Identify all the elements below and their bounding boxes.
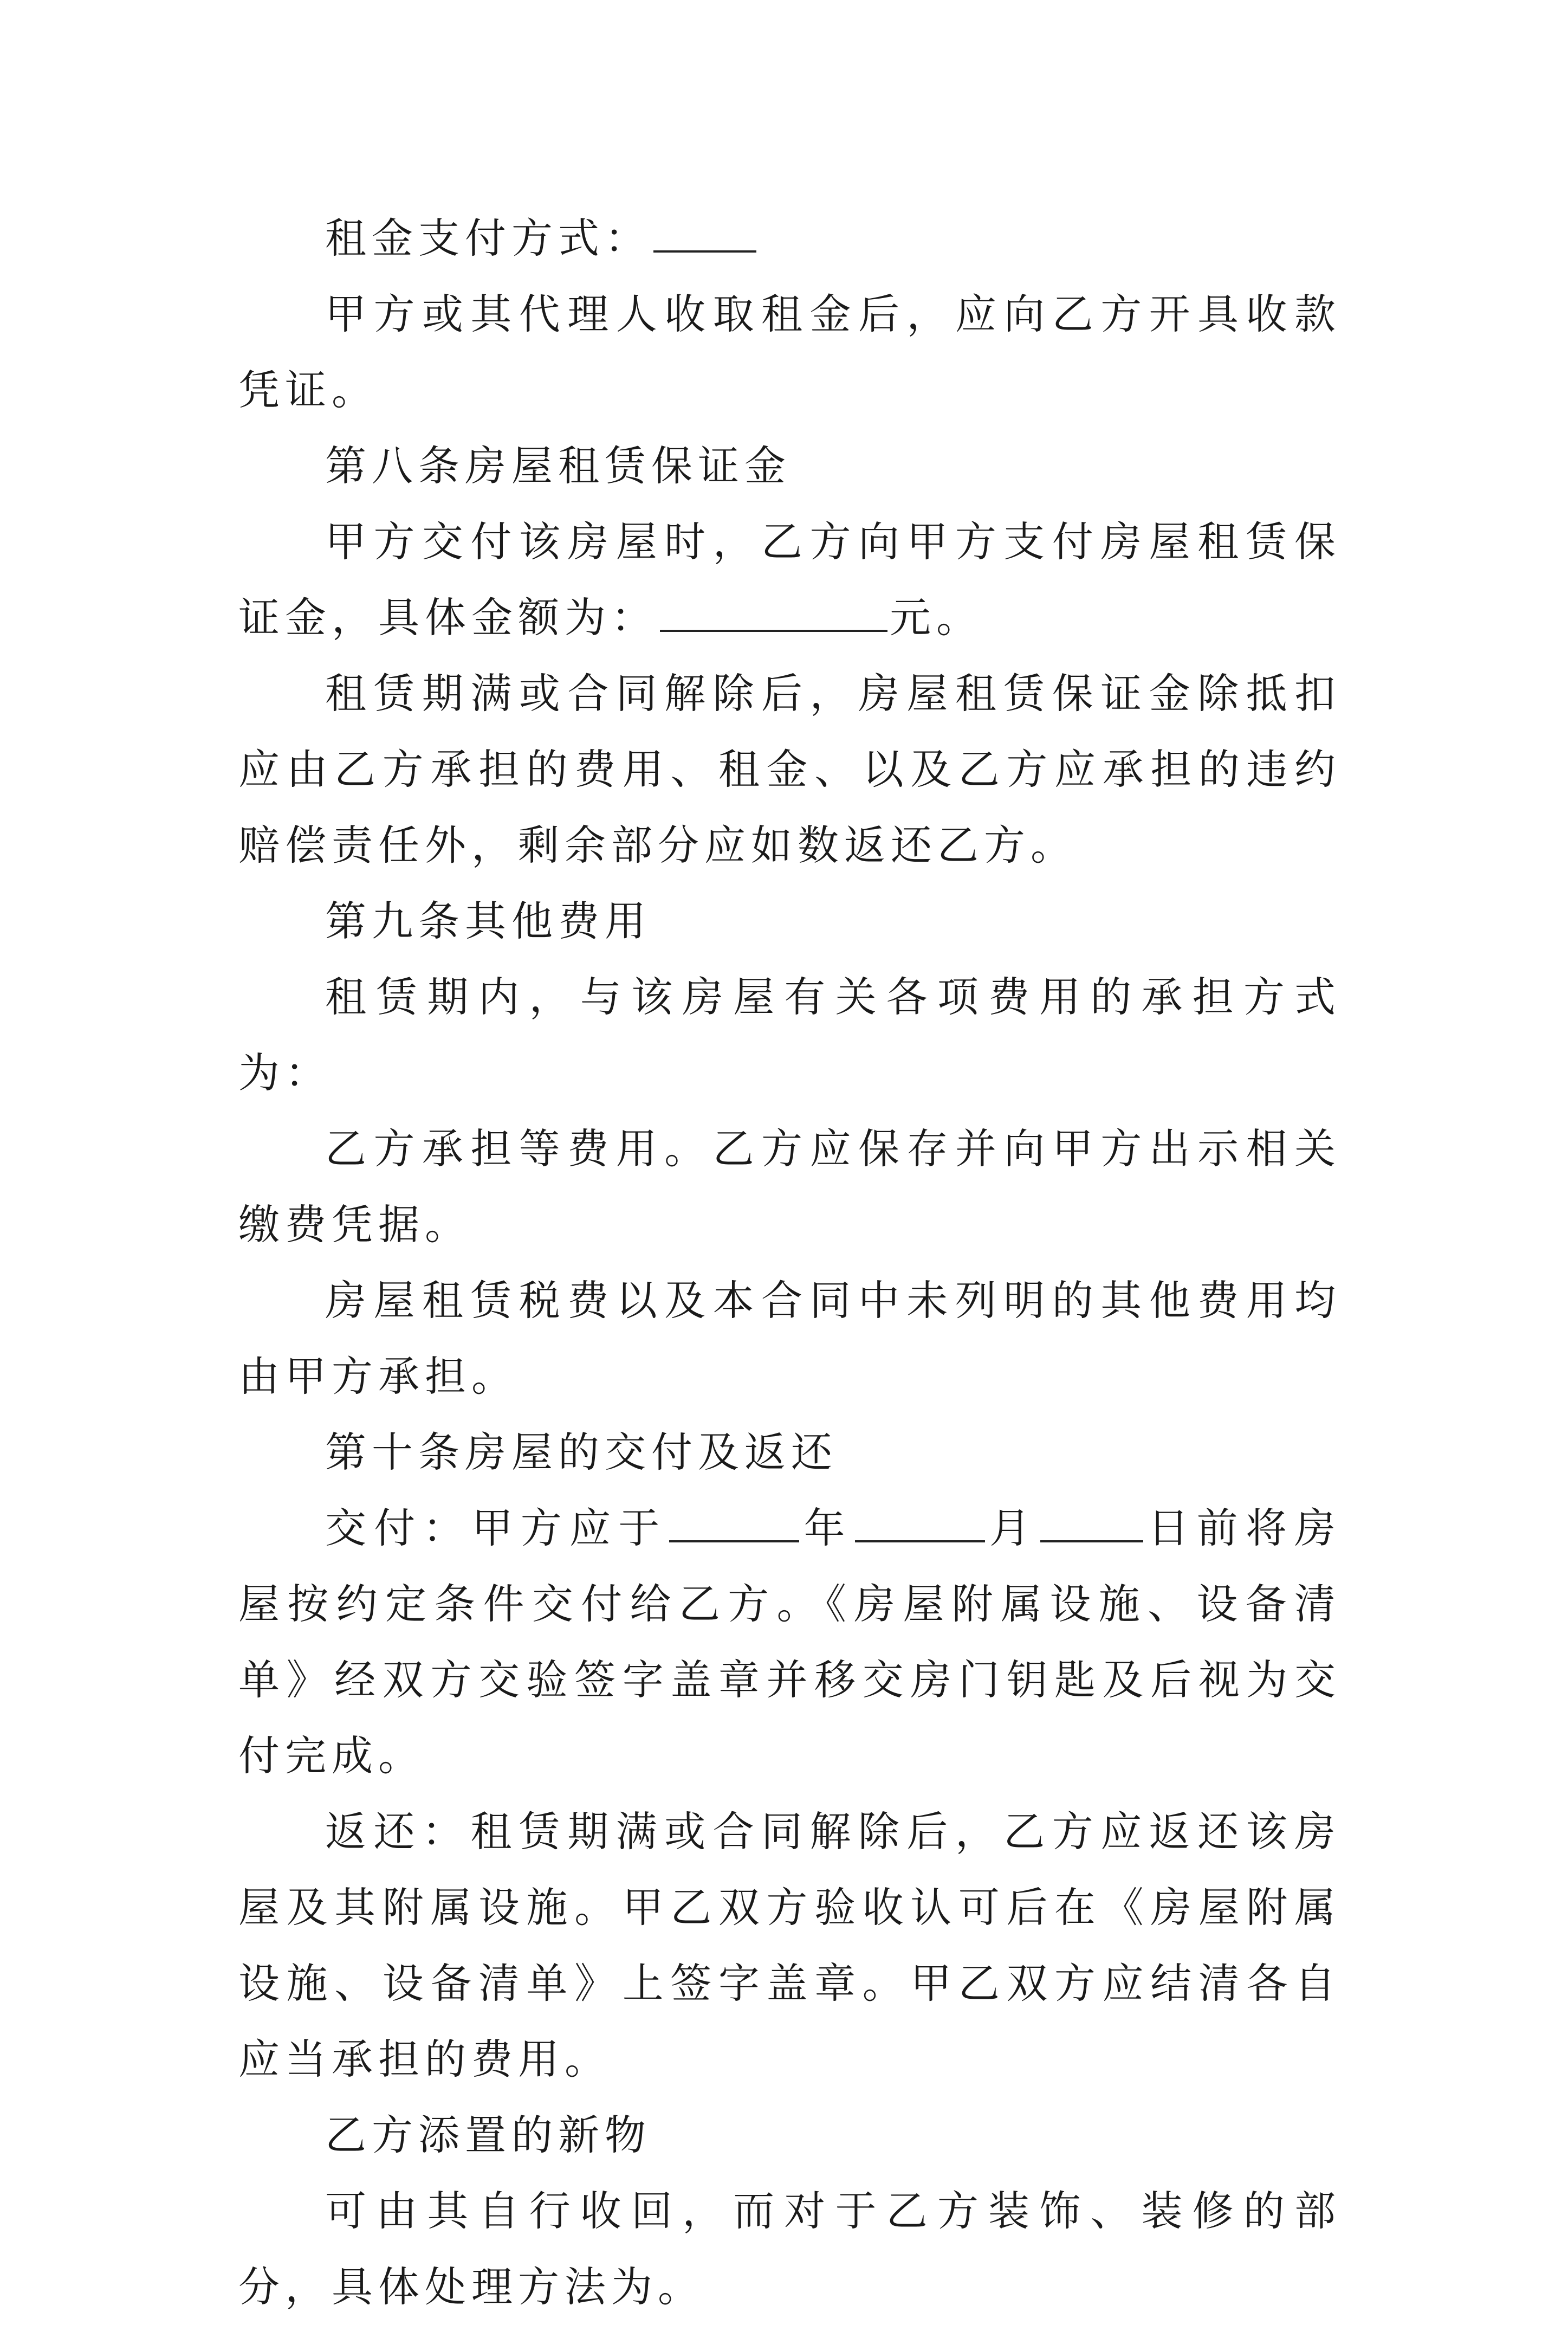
- payment-method-label: 租金支付方式：: [325, 214, 651, 262]
- decoration-paragraph: 可由其自行收回，而对于乙方装饰、装修的部分，具体处理方法为。: [238, 2187, 1341, 2311]
- deposit-amount-blank[interactable]: [660, 594, 887, 632]
- deposit-text: 甲方交付该房屋时，乙方向甲方支付房屋租赁保证金，具体金额为：: [238, 518, 1341, 642]
- delivery-text: 日前将房屋按约定条件交付给乙方。《房屋附属设施、设备清单》经双方交验签字盖章并移交房门钥匙及后视为交付完成。: [238, 1504, 1342, 1780]
- article-10-heading: 第十条房屋的交付及返还: [325, 1428, 838, 1476]
- delivery-year-label: 年: [801, 1504, 853, 1552]
- fee-method-paragraph: 租赁期内，与该房屋有关各项费用的承担方式为：: [238, 973, 1341, 1097]
- delivery-day-blank[interactable]: [1040, 1504, 1143, 1542]
- deposit-amount-paragraph: [238, 504, 1341, 656]
- delivery-year-blank[interactable]: [669, 1504, 799, 1542]
- delivery-month-label: 月: [987, 1504, 1039, 1552]
- delivery-paragraph: [238, 1490, 1341, 1794]
- tax-fee-paragraph: 房屋租赁税费以及本合同中未列明的其他费用均由甲方承担。: [238, 1276, 1341, 1400]
- delivery-month-blank[interactable]: [855, 1504, 985, 1542]
- payment-method-blank[interactable]: [653, 215, 756, 253]
- deposit-return-paragraph: 租赁期满或合同解除后，房屋租赁保证金除抵扣应由乙方承担的费用、租金、以及乙方应承担的违约赔偿责任外，剩余部分应如数返还乙方。: [238, 669, 1341, 869]
- fee-bearer-paragraph: 乙方承担等费用。乙方应保存并向甲方出示相关缴费凭据。: [238, 1125, 1341, 1249]
- article-9-heading: 第九条其他费用: [325, 897, 651, 945]
- article-8-heading: 第八条房屋租赁保证金: [325, 442, 791, 490]
- deposit-unit: 元。: [890, 593, 983, 642]
- payment-method-line: [238, 201, 1341, 276]
- receipt-paragraph: 甲方或其代理人收取租金后，应向乙方开具收款凭证。: [238, 290, 1341, 414]
- new-items-line: 乙方添置的新物: [325, 2111, 651, 2159]
- document-page: [238, 201, 1341, 2325]
- return-paragraph: 返还：租赁期满或合同解除后，乙方应返还该房屋及其附属设施。甲乙双方验收认可后在《房屋附属设施、设备清单》上签字盖章。甲乙双方应结清各自应当承担的费用。: [238, 1807, 1341, 2083]
- delivery-prefix: 交付：甲方应于: [325, 1504, 668, 1552]
